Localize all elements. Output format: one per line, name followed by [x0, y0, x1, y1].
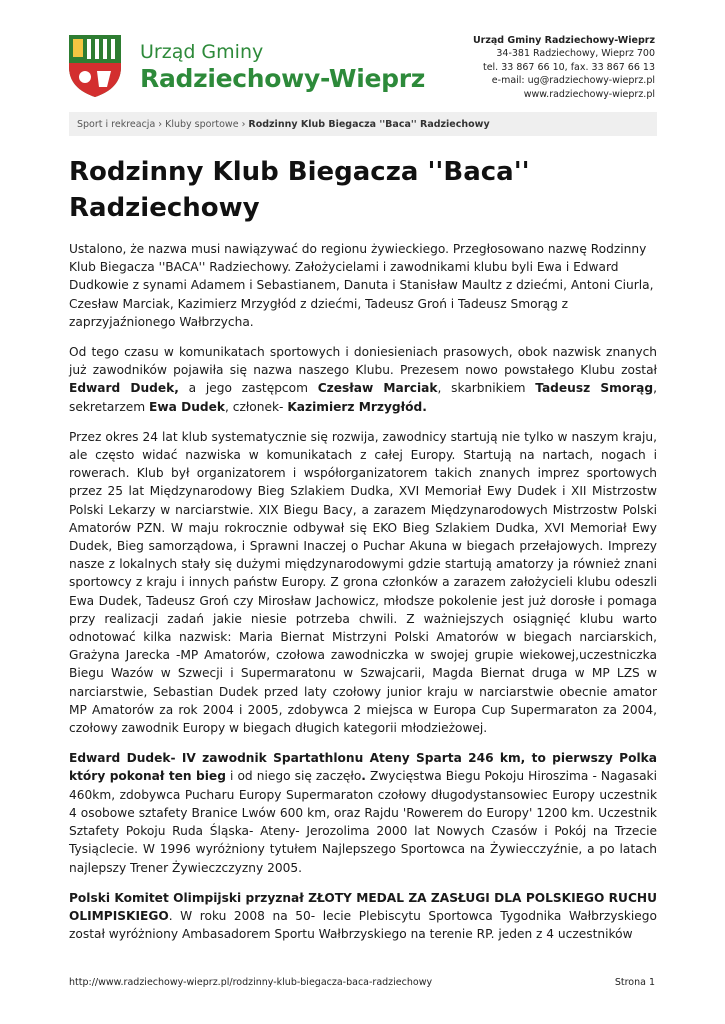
bold-text: Polski Komitet Olimpijski przyznał ZŁOTY MEDAL ZA ZASŁUGI DLA POLSKIEGO RUCHU OLIMPISKIEGO	[69, 890, 657, 923]
bold-name: Ewa Dudek	[149, 399, 225, 414]
contact-org: Urząd Gminy Radziechowy-Wieprz	[472, 35, 655, 46]
site-logo[interactable]	[67, 33, 426, 101]
breadcrumb	[69, 112, 657, 136]
text: . W roku 2008 na 50- lecie Plebiscytu Sportowca Tygodnika Wałbrzyskiego został wyróżniony Ambasadorem Sportu Wałbrzyskiego na terenie RP. jeden z 4 uczestników	[69, 908, 657, 942]
page-title: Rodzinny Klub Biegacza ''Baca'' Radziechowy	[69, 157, 530, 223]
breadcrumb-sport[interactable]: Sport i rekreacja	[77, 119, 156, 130]
text: , skarbnikiem	[437, 381, 536, 396]
contact-block	[473, 34, 655, 101]
text: , sekretarzem	[69, 381, 657, 414]
coat-of-arms-icon	[67, 33, 123, 99]
footer-page-number: Strona 1	[614, 977, 655, 988]
paragraph-edward-dudek	[69, 749, 657, 876]
text: Zwycięstwa Biegu Pokoju Hiroszima - Nagasaki 460km, zdobywca Pucharu Europy Supermaraton czołowy długodystansowiec Europy uczestnik 4 osobowe sztafety Branice Lwów 600 km, oraz Rajdu 'Rowerem do Europy' 1200 km. Uczestnik Sztafety Pokoju Ruda Śląska- Ateny- Jerozolima 2000 lat Nowych Czasów i Pokój na Trzecie Tysiąclecie. W 1996 wyróżniony tytułem Najlepszego Sportowca na Żywiecczyźnie, a po latach najlepszy Trener Żywieczczyzny 2005.	[69, 769, 657, 875]
bold-name: Edward Dudek,	[69, 381, 179, 396]
contact-website[interactable]: www.radziechowy-wieprz.pl	[523, 88, 655, 100]
bold-name: Kazimierz Mrzygłód.	[287, 399, 427, 414]
paragraph-founding: Ustalono, że nazwa musi nawiązywać do regionu żywieckiego. Przegłosowano nazwę Rodzinny Klub Biegacza ''BACA'' Radziechowy. Założycielami i zawodnikami klubu byli Ewa i Edward Dudkowie z synami Adamem i Sebastianem, Danuta i Stanisław Maultz z dziećmi, Antoni Ciurla, Czesław Marciak, Kazimierz Mrzygłód z dziećmi, Tadeusz Groń i Tadeusz Smorąg z zaprzyjaźnionego Wałbrzycha.	[69, 242, 654, 329]
breadcrumb-separator: ›	[155, 119, 166, 130]
text: i od niego się zaczęło	[225, 769, 362, 784]
bold-text: Edward Dudek- IV zawodnik Spartathlonu Ateny Sparta 246 km, to pierwszy Polka który pokonał ten bieg	[69, 751, 657, 784]
contact-phone: tel. 33 867 66 10, fax. 33 867 66 13	[482, 61, 655, 73]
breadcrumb-clubs[interactable]: Kluby sportowe	[165, 119, 239, 130]
bold-name: Czesław Marciak	[317, 381, 438, 396]
text: , członek-	[225, 399, 288, 414]
breadcrumb-current: Rodzinny Klub Biegacza ''Baca'' Radziechowy	[248, 119, 490, 130]
article-body	[69, 240, 657, 955]
paragraph-history: Przez okres 24 lat klub systematycznie się rozwija, zawodnicy startują nie tylko w naszym kraju, ale często widać nazwiska w komunikatach z całej Europy. Startują na nartach, nogach i rowerach. Klub był organizatorem i współorganizatorem takich znanych imprez sportowych przez 25 lat Międzynarodowy Bieg Szlakiem Dudka, XVI Memoriał Ewy Dudek i XII Mistrzostw Polski Lekarzy w narciarstwie. XIX Biegu Bacy, a zarazem Międzynarodowych Mistrzostw Polski Amatorów PZN. W maju rokrocznie odbywał się EKO Bieg Szlakiem Dudka, XVI Memoriał Ewy Dudek, Bieg samorządowa, i Sprawni Inaczej o Puchar Akuna w biegach przełajowych. Imprezy nasze z lokalnych stały się dużymi międzynarodowymi gdzie startują amatorzy ja również znani sportowcy z kraju i innych państw Europy. Z grona członków a zarazem założycieli klubu odeszli Ewa Dudek, Tadeusz Groń czy Mirosław Jachowicz, młodsze pokolenie jest już dorosłe i pomaga przy realizacji zadań jakie niesie potrzeba chwili. Z ważniejszych osiągnięć klubu warto odnotować kilka nazwisk: Maria Biernat Mistrzyni Polski Amatorów w biegach narciarskich, Grażyna Jarecka -MP Amatorów, czołowa zawodniczka w swojej grupie wiekowej,uczestniczka Biegu Wazów w Szwecji i Supermaratonu w Szwajcarii, Magda Biernat druga w MP LZS w narciarstwie, Sebastian Dudek przed laty czołowy junior kraju w narciarstwie obecnie amator MP Amatorów za rok 2004 i 2005, zdobywca 2 miejsca w Europa Cup Supermaraton za 2004, czołowy zawodnik Europy w biegach długich kategorii młodzieżowej.	[69, 429, 657, 736]
bold-text: .	[361, 769, 366, 784]
logo-text-line1: Urząd Gminy	[140, 41, 264, 63]
contact-email[interactable]: e-mail: ug@radziechowy-wieprz.pl	[491, 75, 655, 87]
text: a jego zastępcom	[178, 381, 318, 396]
bold-name: Tadeusz Smorąg	[535, 381, 654, 396]
contact-address: 34-381 Radziechowy, Wieprz 700	[496, 48, 655, 60]
text: Od tego czasu w komunikatach sportowych i doniesieniach prasowych, obok nazwisk znanych już zawodników pojawiła się nazwa naszego Klubu. Prezesem nowo powstałego Klubu został	[69, 345, 657, 378]
logo-text-line2: Radziechowy-Wieprz	[140, 64, 426, 93]
breadcrumb-separator: ›	[238, 119, 249, 130]
paragraph-olympic	[69, 889, 657, 944]
paragraph-board	[69, 343, 657, 416]
footer-url[interactable]: http://www.radziechowy-wieprz.pl/rodzinny-klub-biegacza-baca-radziechowy	[69, 977, 433, 988]
